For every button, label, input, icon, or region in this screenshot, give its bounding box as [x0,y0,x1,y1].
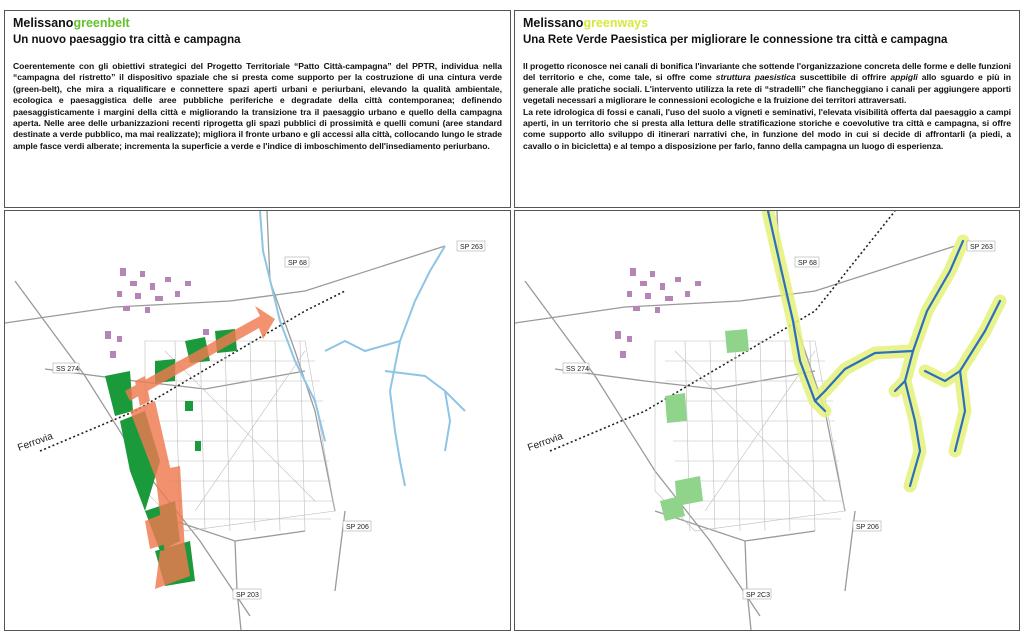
sp203-label: SP 203 [236,592,259,599]
sp263-label: SP 263 [460,244,483,251]
road-network [5,211,445,630]
industrial-buildings [615,268,701,358]
greenways-p1-c: allo sguardo e più in generale alle pratiche sociali. L'intervento utilizza la rete di “stradelli” che fiancheggiano i canali per aggiungere apporti vegetali necessari a migliorare le connessioni ecologiche e la fruizione dei territori attraversati. [523,72,1011,106]
greenbelt-map [5,211,510,630]
ss274-label: SS 274 [566,366,589,373]
greenways-map [515,211,1019,630]
greenways-p1-a: Il progetto riconosce nei canali di bonifica l'invariante che sottende l'organizzazione concreta delle forme e delle funzioni del territorio e che, come tale, si offre come [523,61,1011,83]
greenways-subtitle: Una Rete Verde Paesistica per migliorare le connessione tra città e campagna [523,34,948,46]
greenways-map-panel [514,210,1020,631]
greenways-title-accent: greenways [583,16,649,30]
greenbelt-description [13,61,502,152]
ferrovia-label: Ferrovia [16,430,55,454]
greenways-title [523,16,1011,31]
ferrovia-label: Ferrovia [526,430,565,454]
greenways-p1-b: suscettibile di offrire [795,72,891,83]
greenways-paragraph-2: La rete idrologica di fossi e canali, l'uso del suolo a vigneti e seminativi, l'elevata visibilità offerta dal paesaggio a campi aperti, in un territorio che si presta alla lettura delle stratificazione storiche e coevolutive tra città e campagna, si offre come supporto allo sviluppo di itinerari narrativi che, in funzione del modo in cui si decide di affrontarli (a piedi, a cavallo o in bicicletta) e al tempo a disposizione per farlo, fanno della campagna un luogo di esperienza. [523,106,1011,151]
sp68-label: SP 68 [288,260,307,267]
sp68-label: SP 68 [798,260,817,267]
sp206-label: SP 206 [346,524,369,531]
canals [260,211,465,486]
greenbelt-title-accent: greenbelt [73,16,130,30]
greenways-p1-em1: struttura paesistica [715,72,796,83]
greenbelt-paragraph: Coerentemente con gli obiettivi strategici del Progetto Territoriale “Patto Città-campagna” del PPTR, individua nella “campagna del ristretto” il dispositivo spaziale che si presta come supporto per la costruzione di una cintura verde (green-belt), che mira a riqualificare e connettere spazi aperti urbani e periurbani, elevando la qualità ambientale, ecologica e paesaggistica delle aree pubbliche periferiche e degradate della città contemporanea; definendo paesaggisticamente i margini della città e migliorando la transizione tra il paesaggio urbano e quello della campagna aperta. Nelle aree delle urbanizzazioni recenti riprogetta gli spazi pubblici di prossimità e quelli comuni (aree standard destinate a verde pubblico, ma mai realizzate); migliora il fronte urbano e gli accessi alla città, collocando lungo le strade ample fasce verdi alberate; incrementa la superficie a verde e l'indice di imboschimento dell'insediamento periurbano. [13,61,502,151]
greenbelt-text-panel [4,10,511,208]
greenbelt-map-panel [4,210,511,631]
greenways-description [523,61,1011,152]
road-network [515,211,955,630]
greenways-paragraph-1 [523,61,1011,107]
sp203-label: SP 2C3 [746,592,770,599]
greenbelt-title [13,16,502,31]
ss274-label: SS 274 [56,366,79,373]
greenbelt-title-prefix: Melissano [13,16,74,30]
railway-line [550,211,895,451]
sp206-label: SP 206 [856,524,879,531]
sp263-label: SP 263 [970,244,993,251]
industrial-buildings [105,268,225,358]
greenways-p1-em2: appigli [890,72,918,83]
greenways-title-prefix: Melissano [523,16,584,30]
greenway-glow [768,211,1000,486]
greenbelt-subtitle: Un nuovo paesaggio tra città e campagna [13,34,241,46]
greenways-text-panel [514,10,1020,208]
